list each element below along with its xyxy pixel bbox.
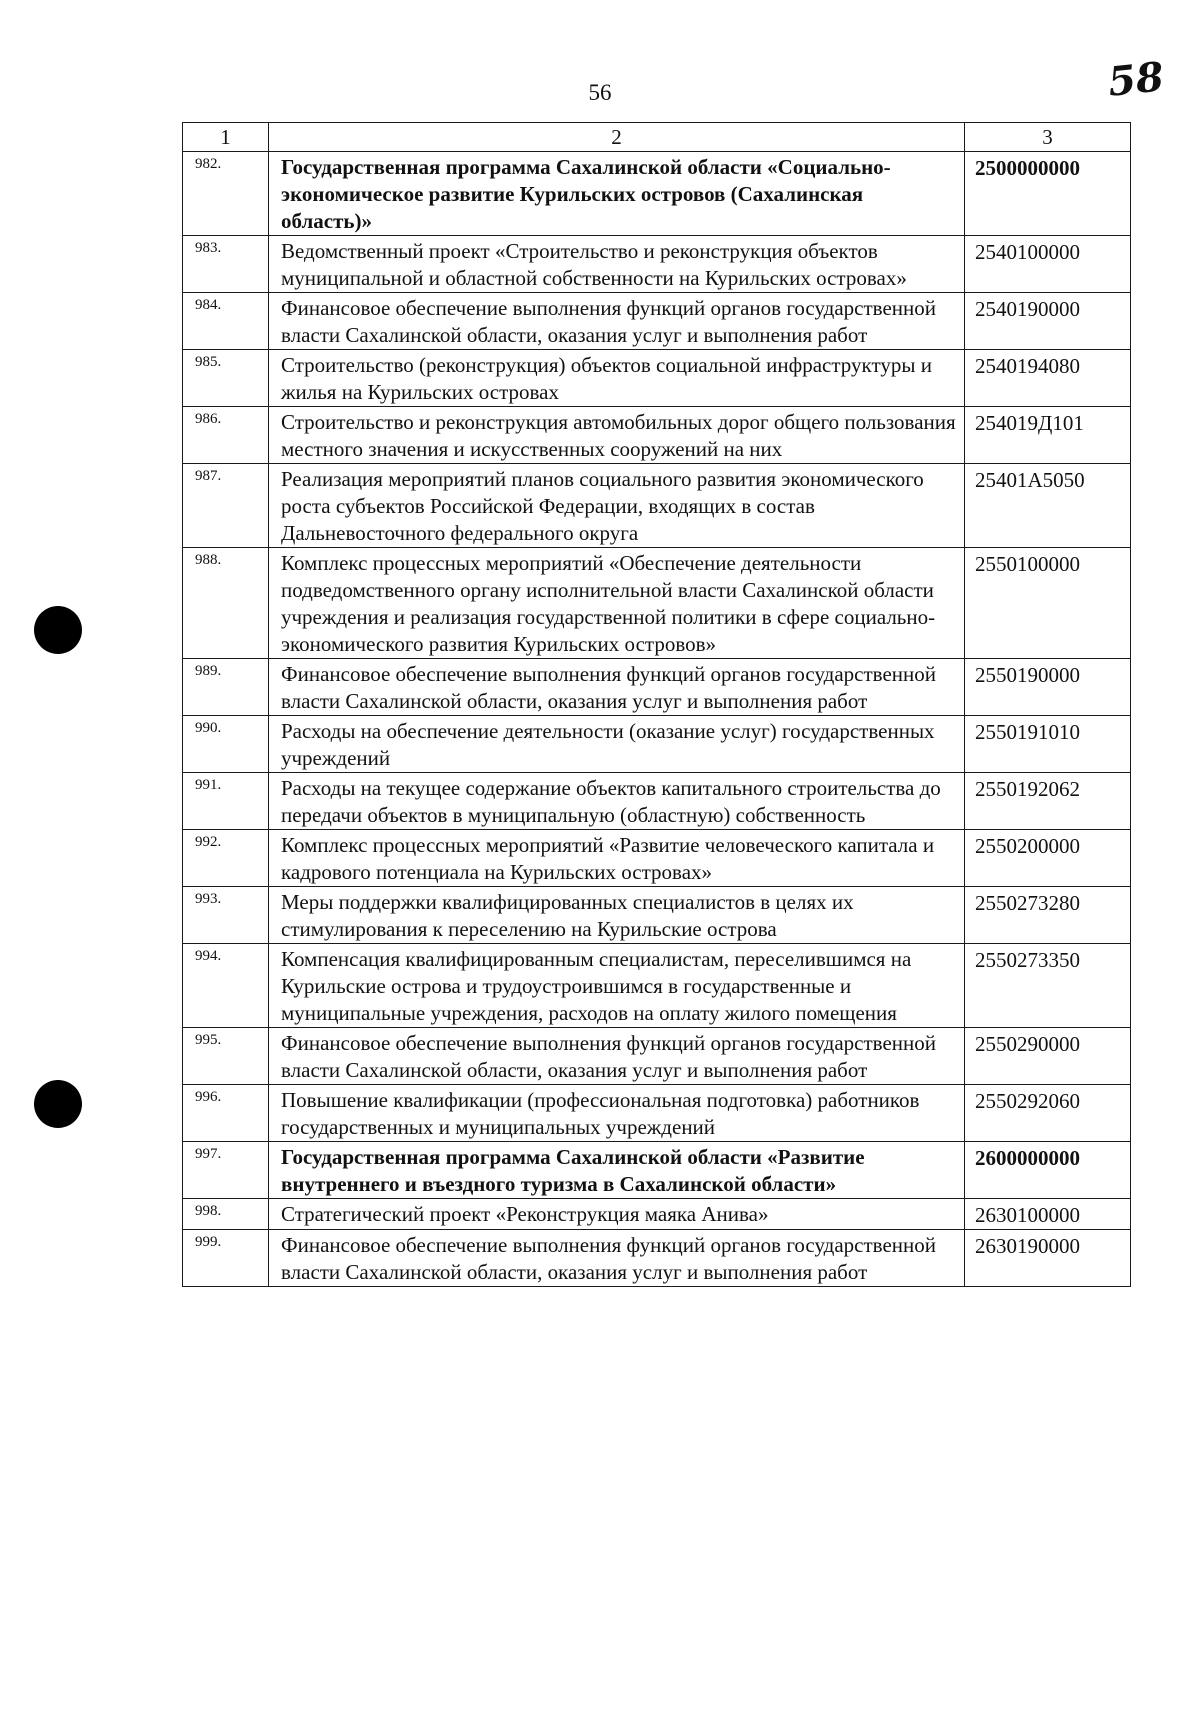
row-name: Государственная программа Сахалинской области «Развитие внутреннего и въездного туризма в Сахалинской области» — [269, 1142, 965, 1199]
row-name: Государственная программа Сахалинской области «Социально-экономическое развитие Курильских островов (Сахалинская область)» — [269, 152, 965, 236]
row-number: 987. — [183, 464, 269, 548]
punch-hole — [34, 606, 82, 654]
table-row — [183, 659, 1131, 716]
table-row — [183, 1142, 1131, 1199]
row-name: Меры поддержки квалифицированных специалистов в целях их стимулирования к переселению на Курильские острова — [269, 887, 965, 944]
table-row — [183, 152, 1131, 236]
row-code: 2630100000 — [965, 1199, 1131, 1230]
row-code: 2550190000 — [965, 659, 1131, 716]
row-number: 997. — [183, 1142, 269, 1199]
row-code: 2550290000 — [965, 1028, 1131, 1085]
row-code: 2630190000 — [965, 1230, 1131, 1287]
row-number: 990. — [183, 716, 269, 773]
row-name: Расходы на текущее содержание объектов капитального строительства до передачи объектов в муниципальную (областную) собственность — [269, 773, 965, 830]
row-number: 986. — [183, 407, 269, 464]
row-number: 984. — [183, 293, 269, 350]
table-header-row — [183, 123, 1131, 152]
row-code: 2550192062 — [965, 773, 1131, 830]
row-number: 989. — [183, 659, 269, 716]
row-code: 2540194080 — [965, 350, 1131, 407]
row-number: 983. — [183, 236, 269, 293]
table-body — [183, 152, 1131, 1287]
row-name: Строительство и реконструкция автомобильных дорог общего пользования местного значения и искусственных сооружений на них — [269, 407, 965, 464]
row-number: 982. — [183, 152, 269, 236]
table-row — [183, 716, 1131, 773]
row-code: 2550292060 — [965, 1085, 1131, 1142]
column-header-code: 3 — [965, 123, 1131, 152]
table-row — [183, 350, 1131, 407]
row-name: Стратегический проект «Реконструкция маяка Анива» — [269, 1199, 965, 1230]
table-row — [183, 1028, 1131, 1085]
row-number: 993. — [183, 887, 269, 944]
row-code: 2500000000 — [965, 152, 1131, 236]
row-code: 2540190000 — [965, 293, 1131, 350]
row-code: 2550191010 — [965, 716, 1131, 773]
row-name: Финансовое обеспечение выполнения функций органов государственной власти Сахалинской области, оказания услуг и выполнения работ — [269, 293, 965, 350]
table-row — [183, 887, 1131, 944]
row-name: Финансовое обеспечение выполнения функций органов государственной власти Сахалинской области, оказания услуг и выполнения работ — [269, 1028, 965, 1085]
row-code: 2600000000 — [965, 1142, 1131, 1199]
table-row — [183, 464, 1131, 548]
row-number: 985. — [183, 350, 269, 407]
row-code: 25401А5050 — [965, 464, 1131, 548]
table-row — [183, 1085, 1131, 1142]
table-row — [183, 293, 1131, 350]
table-row — [183, 944, 1131, 1028]
row-name: Повышение квалификации (профессиональная подготовка) работников государственных и муниципальных учреждений — [269, 1085, 965, 1142]
row-name: Ведомственный проект «Строительство и реконструкция объектов муниципальной и областной собственности на Курильских островах» — [269, 236, 965, 293]
row-name: Строительство (реконструкция) объектов социальной инфраструктуры и жилья на Курильских островах — [269, 350, 965, 407]
row-number: 995. — [183, 1028, 269, 1085]
row-name: Комплекс процессных мероприятий «Развитие человеческого капитала и кадрового потенциала на Курильских островах» — [269, 830, 965, 887]
row-name: Компенсация квалифицированным специалистам, переселившимся на Курильские острова и трудоустроившимся в государственные и муниципальные учреждения, расходов на оплату жилого помещения — [269, 944, 965, 1028]
punch-hole — [34, 1080, 82, 1128]
row-number: 988. — [183, 548, 269, 659]
row-number: 996. — [183, 1085, 269, 1142]
budget-classification-table — [182, 122, 1131, 1287]
row-name: Реализация мероприятий планов социального развития экономического роста субъектов Российской Федерации, входящих в состав Дальневосточного федерального округа — [269, 464, 965, 548]
handwritten-page-number: 58 — [1105, 53, 1166, 106]
table-row — [183, 1199, 1131, 1230]
row-number: 999. — [183, 1230, 269, 1287]
row-code: 2550273350 — [965, 944, 1131, 1028]
table-row — [183, 548, 1131, 659]
table-row — [183, 407, 1131, 464]
table-row — [183, 1230, 1131, 1287]
row-code: 2550200000 — [965, 830, 1131, 887]
row-name: Комплекс процессных мероприятий «Обеспечение деятельности подведомственного органу исполнительной власти Сахалинской области учреждения и реализация государственной политики в сфере социально-экономического развития Курильских островов» — [269, 548, 965, 659]
page-number: 56 — [588, 80, 612, 105]
table-row — [183, 773, 1131, 830]
row-code: 2550100000 — [965, 548, 1131, 659]
row-number: 992. — [183, 830, 269, 887]
row-number: 998. — [183, 1199, 269, 1230]
row-number: 991. — [183, 773, 269, 830]
row-name: Финансовое обеспечение выполнения функций органов государственной власти Сахалинской области, оказания услуг и выполнения работ — [269, 1230, 965, 1287]
table-row — [183, 830, 1131, 887]
row-code: 2550273280 — [965, 887, 1131, 944]
row-name: Расходы на обеспечение деятельности (оказание услуг) государственных учреждений — [269, 716, 965, 773]
row-code: 254019Д101 — [965, 407, 1131, 464]
column-header-name: 2 — [269, 123, 965, 152]
row-number: 994. — [183, 944, 269, 1028]
table-row — [183, 236, 1131, 293]
column-header-number: 1 — [183, 123, 269, 152]
row-code: 2540100000 — [965, 236, 1131, 293]
row-name: Финансовое обеспечение выполнения функций органов государственной власти Сахалинской области, оказания услуг и выполнения работ — [269, 659, 965, 716]
